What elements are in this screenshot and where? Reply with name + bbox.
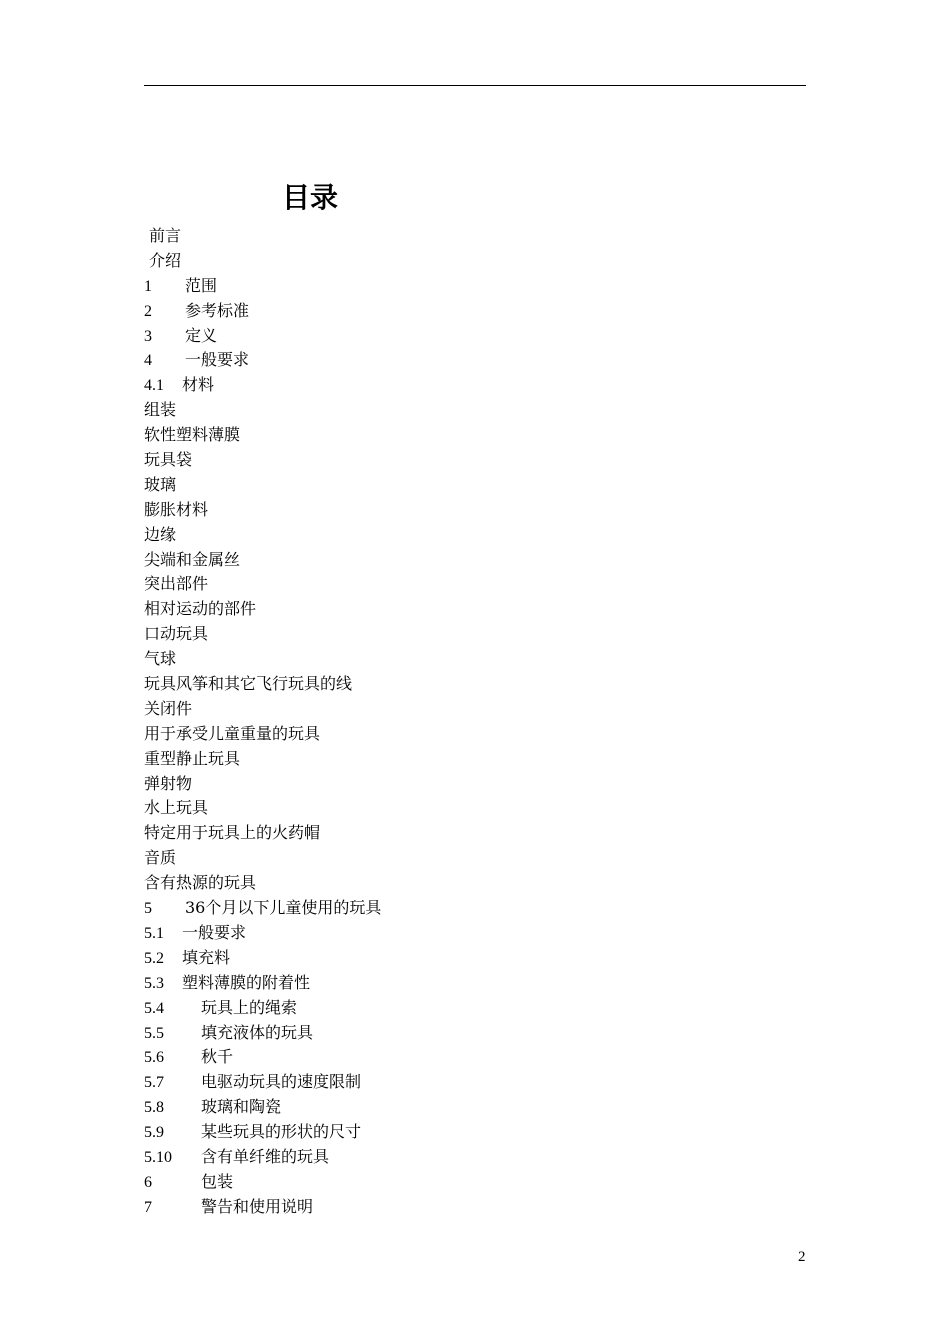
- toc-entry-title: 气球: [144, 649, 177, 669]
- toc-entry-title: 关闭件: [144, 698, 193, 718]
- toc-entry: [144, 274, 381, 299]
- toc-entry-title: 音质: [144, 848, 177, 868]
- toc-entry-title: 36个月以下儿童使用的玩具: [185, 898, 382, 918]
- toc-entry-number: 4.1: [144, 377, 164, 395]
- toc-entry: [144, 1170, 381, 1195]
- toc-entry-title: 某些玩具的形状的尺寸: [201, 1122, 362, 1142]
- toc-entry-number: 5: [144, 900, 152, 918]
- toc-entry-number: 5.5: [144, 1024, 164, 1042]
- toc-entry-title: 弹射物: [144, 773, 193, 793]
- toc-entry-title: 玻璃: [144, 474, 177, 494]
- toc-entry-number: 5.9: [144, 1124, 164, 1142]
- toc-entry-number: 5.2: [144, 949, 164, 967]
- toc-entry-number: 7: [144, 1198, 152, 1216]
- toc-entry-title: 突出部件: [144, 574, 209, 594]
- toc-entry: [144, 1045, 381, 1070]
- toc-entry-title: 一般要求: [182, 922, 247, 942]
- toc-entry-title: 玩具风筝和其它飞行玩具的线: [144, 674, 353, 694]
- toc-entry: [144, 299, 381, 324]
- toc-entry-number: 5.6: [144, 1049, 164, 1067]
- toc-entry-title: 边缘: [144, 524, 177, 544]
- toc-entry: [144, 473, 381, 498]
- toc-entry-title: 特定用于玩具上的火药帽: [144, 823, 321, 843]
- toc-entry: [144, 871, 381, 896]
- toc-entry: [144, 324, 381, 349]
- toc-entry-number: 5.10: [144, 1148, 172, 1166]
- toc-entry: [144, 647, 381, 672]
- toc-entry-number: 6: [144, 1173, 152, 1191]
- toc-entry: [144, 796, 381, 821]
- toc-entry: [144, 921, 381, 946]
- toc-entry: [144, 622, 381, 647]
- toc-entry-title: 介绍: [149, 250, 182, 270]
- toc-entry-title: 口动玩具: [144, 624, 209, 644]
- toc-entry: [144, 1021, 381, 1046]
- toc-entry: [144, 896, 381, 921]
- toc-entry-title: 玻璃和陶瓷: [201, 1097, 282, 1117]
- toc-entry-title: 警告和使用说明: [201, 1196, 314, 1216]
- page-number: 2: [798, 1249, 806, 1265]
- toc-entry: [144, 722, 381, 747]
- toc-entry-title: 参考标准: [185, 300, 250, 320]
- toc-entry: [144, 1120, 381, 1145]
- table-of-contents: [144, 224, 381, 1220]
- toc-entry-number: 5.7: [144, 1074, 164, 1092]
- toc-entry-title: 一般要求: [185, 350, 250, 370]
- toc-entry-title: 组装: [144, 400, 177, 420]
- toc-entry: [144, 572, 381, 597]
- toc-entry: [144, 249, 381, 274]
- toc-entry-title: 塑料薄膜的附着性: [182, 972, 311, 992]
- toc-entry: [144, 821, 381, 846]
- toc-entry-number: 1: [144, 277, 152, 295]
- toc-entry: [144, 1145, 381, 1170]
- toc-entry: [144, 423, 381, 448]
- toc-entry: [144, 1095, 381, 1120]
- toc-entry-title: 玩具上的绳索: [201, 997, 298, 1017]
- toc-entry-title: 填充料: [182, 947, 231, 967]
- toc-entry: [144, 747, 381, 772]
- toc-entry: [144, 597, 381, 622]
- toc-entry-number: 5.3: [144, 974, 164, 992]
- toc-entry-title: 用于承受儿童重量的玩具: [144, 723, 321, 743]
- toc-entry-title: 前言: [149, 226, 182, 245]
- toc-entry-title: 玩具袋: [144, 450, 193, 470]
- toc-entry-title: 电驱动玩具的速度限制: [201, 1072, 362, 1092]
- toc-entry-number: 5.8: [144, 1099, 164, 1117]
- toc-entry-number: 2: [144, 302, 152, 320]
- toc-entry: [144, 523, 381, 548]
- toc-entry: [144, 772, 381, 797]
- toc-entry: [144, 846, 381, 871]
- toc-entry-title: 含有热源的玩具: [144, 873, 257, 893]
- toc-entry-number: 3: [144, 327, 152, 345]
- toc-entry-number: 4: [144, 352, 152, 370]
- toc-entry-title: 含有单纤维的玩具: [201, 1146, 330, 1166]
- toc-entry-title: 定义: [185, 325, 218, 345]
- toc-entry: [144, 224, 381, 249]
- toc-entry-title: 重型静止玩具: [144, 748, 241, 768]
- toc-entry: [144, 548, 381, 573]
- toc-entry-title: 材料: [182, 375, 215, 395]
- toc-entry: [144, 996, 381, 1021]
- toc-entry-title: 软性塑料薄膜: [144, 425, 241, 445]
- toc-entry-title: 填充液体的玩具: [201, 1022, 314, 1042]
- toc-entry-title: 水上玩具: [144, 798, 209, 818]
- toc-entry: [144, 398, 381, 423]
- toc-entry: [144, 498, 381, 523]
- toc-entry: [144, 373, 381, 398]
- toc-entry-number: 5.1: [144, 924, 164, 942]
- toc-entry: [144, 672, 381, 697]
- toc-entry-title: 相对运动的部件: [144, 599, 257, 619]
- toc-entry: [144, 1195, 381, 1220]
- toc-entry-title: 包装: [201, 1171, 234, 1191]
- toc-entry: [144, 697, 381, 722]
- page-title: 目录: [282, 181, 339, 214]
- toc-entry-number: 5.4: [144, 999, 164, 1017]
- toc-entry: [144, 448, 381, 473]
- toc-entry: [144, 946, 381, 971]
- toc-entry-title: 尖端和金属丝: [144, 549, 241, 569]
- toc-entry-title: 范围: [185, 275, 218, 295]
- toc-entry: [144, 348, 381, 373]
- toc-entry-title: 膨胀材料: [144, 499, 209, 519]
- header-rule: [144, 85, 806, 86]
- toc-entry-title: 秋千: [201, 1047, 234, 1067]
- toc-entry: [144, 1070, 381, 1095]
- toc-entry: [144, 971, 381, 996]
